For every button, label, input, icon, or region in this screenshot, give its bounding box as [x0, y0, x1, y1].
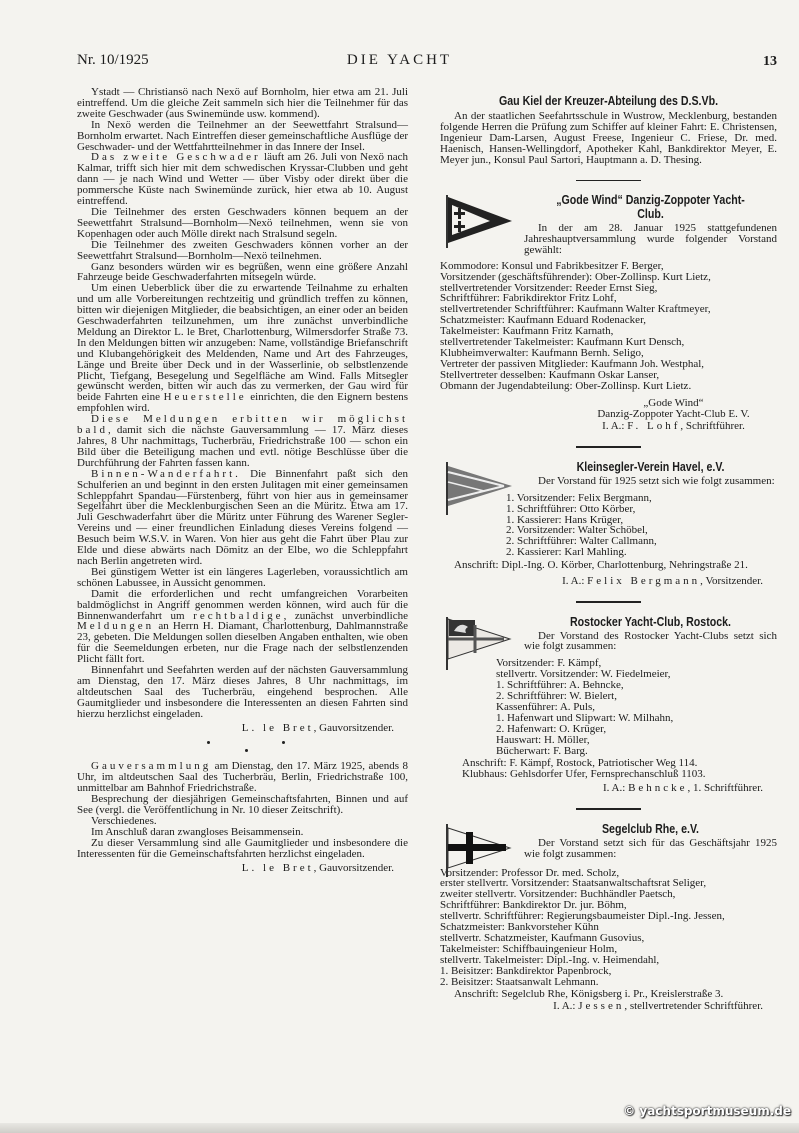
signature-name: Felix Bergmann	[587, 575, 701, 588]
paragraph	[77, 120, 408, 153]
divider	[576, 180, 641, 182]
board-member: 2. Vorsitzender: Walter Schöbel,	[506, 524, 648, 537]
paragraph	[77, 207, 408, 240]
board-member: Schriftführer: Bankdirektor Dr. jur. Böhm,	[440, 899, 627, 912]
club-pennant-icon	[444, 822, 514, 877]
board-member: Vertreter der passiven Mitglieder: Kaufmann Joh. Westphal,	[440, 357, 705, 370]
signature-prefix: I. A.:	[603, 782, 629, 795]
signature	[77, 863, 408, 874]
paragraph	[77, 469, 408, 567]
board-member: stellvertr. Schatzmeister, Kaufmann Gusovius,	[440, 931, 645, 944]
address: Anschrift: Dipl.-Ing. O. Körber, Charlottenburg, Nehringstraße 21.	[454, 559, 748, 572]
board-member: Kommodore: Konsul und Fabrikbesitzer F. Berger,	[440, 259, 664, 272]
paragraph	[77, 589, 408, 665]
paragraph	[77, 761, 408, 794]
section-intro: In der am 28. Januar 1925 stattgefundenen Jahreshauptversammlung wurde folgender Vorstand gewählt:	[524, 222, 777, 256]
paragraph	[77, 567, 408, 589]
board-member: Vorsitzender: F. Kämpf,	[496, 657, 602, 670]
board-member: 2. Kassierer: Karl Mahling.	[506, 546, 627, 559]
section-rostocker-yacht-club	[440, 615, 777, 795]
paragraph	[77, 152, 408, 207]
section-gau-kiel	[440, 94, 777, 166]
board-member: 1. Beisitzer: Bankdirektor Papenbrock,	[440, 964, 612, 977]
board-member: 1. Vorsitzender: Felix Bergmann,	[506, 491, 652, 504]
paragraph	[77, 240, 408, 262]
article-body	[77, 87, 408, 720]
page-number: 13	[763, 54, 777, 69]
signature-name: L. le Bret	[241, 721, 314, 734]
board-member: Takelmeister: Schiffbauingenieur Holm,	[440, 942, 618, 955]
emphasized-text: Diese Meldungen erbitten wir möglichst bald	[77, 413, 408, 437]
board-member: zweiter stellvertr. Vorsitzender: Buchhändler Paetsch,	[440, 888, 676, 901]
club-name-line: „Gode Wind“	[643, 396, 704, 409]
section-title: Rostocker Yacht-Club, Rostock.	[570, 614, 731, 629]
club-pennant-icon	[444, 193, 514, 248]
signature-role: , Gauvorsitzender.	[313, 861, 394, 874]
section-separator-dots	[77, 737, 408, 757]
board-member: Stellvertreter desselben: Kaufmann Oskar Lanser,	[440, 368, 660, 381]
paragraph	[77, 262, 408, 284]
board-member: 1. Hafenwart und Slipwart: W. Milhahn,	[496, 711, 674, 724]
board-member: Hauswart: H. Möller,	[496, 733, 590, 746]
clubhouse-address: Klubhaus: Gehlsdorfer Ufer, Fernsprechanschluß 1103.	[462, 768, 706, 781]
section-intro: Der Vorstand setzt sich für das Geschäftsjahr 1925 wie folgt zusammen:	[524, 836, 777, 860]
emphasized-text: Heuerstelle	[163, 391, 247, 404]
emphasized-text: Gauversammlung	[91, 760, 212, 773]
section-title: Gau Kiel der Kreuzer-Abteilung des D.S.Vb.	[498, 94, 719, 108]
board-member: 2. Hafenwart: O. Krüger,	[496, 722, 607, 735]
board-list	[496, 658, 777, 756]
signature-role: , Schriftführer.	[680, 420, 745, 433]
signature-prefix: I. A.:	[562, 575, 588, 588]
board-member: Schatzmeister: Bankvorsteher Kühn	[440, 921, 599, 934]
emphasized-text: rechtbaldige	[193, 609, 284, 622]
right-column	[440, 94, 777, 1012]
board-member: 2. Beisitzer: Staatsanwalt Lehmann.	[440, 975, 599, 988]
board-member: Schatzmeister: Kaufmann Eduard Rodenacker,	[440, 314, 647, 327]
paragraph	[77, 665, 408, 720]
emphasized-text: Meldungen	[77, 620, 155, 633]
section-title: Kleinsegler-Verein Havel, e.V.	[576, 459, 725, 474]
section-text: An der staatlichen Seefahrtsschule in Wustrow, Mecklenburg, bestanden folgende Herren die Prüfung zum Schiffer auf kleiner Fahrt: E. Christensen, Ingenieur Dam-Larsen, August Freese, Ingenieur C. Friese, Dr. med. Haenisch, Hansen-Wellingdorf, Apotheker Kahl, Bankdirektor Meyer, E. Meyer jun., Konsul Paul Sartori, Hauptmann a. D. Thesing.	[440, 110, 777, 166]
section-intro: Der Vorstand für 1925 setzt sich wie folgt zusammen:	[538, 474, 775, 487]
club-name-line: Danzig-Zoppoter Yacht-Club E. V.	[597, 407, 750, 420]
signature-prefix: I. A.:	[602, 420, 628, 433]
board-list	[440, 261, 777, 392]
club-pennant-icon	[444, 615, 514, 670]
board-member: 1. Schriftführer: Otto Körber,	[506, 502, 636, 515]
board-member: 1. Kassierer: Hans Krüger,	[506, 513, 624, 526]
board-member: stellvertretender Schriftführer: Kaufmann Walter Kraftmeyer,	[440, 303, 711, 316]
signature	[77, 723, 408, 734]
text-segment: Besprechung der diesjährigen Gemeinschaftsfahrten, Binnen und auf See (vergl. die Veröffentlichung in Nr. 10 dieser Zeitschrift).	[77, 793, 408, 817]
divider	[576, 601, 641, 603]
text-segment: , zunächst unverbindliche	[283, 609, 408, 622]
text-segment: Ystadt — Christiansö nach Nexö auf Bornholm, hier etwa am 21. Juli eintreffend. Um die gleiche Zeit sammeln sich hier die Teilnehmer für das zweite Geschwader (aus Swinemünde usw. kommend).	[77, 86, 408, 120]
signature-name: Behncke	[628, 782, 688, 795]
board-member: Bücherwart: F. Barg.	[496, 744, 588, 757]
signature-name: Jessen	[578, 1000, 625, 1013]
signature	[570, 421, 777, 432]
left-column	[77, 87, 408, 874]
paragraph	[77, 838, 408, 860]
divider	[576, 808, 641, 810]
meeting-notice	[77, 761, 408, 859]
board-member: Klubheimverwalter: Kaufmann Bernh. Seligo,	[440, 347, 644, 359]
board-member: erster stellvertr. Vorsitzender: Staatsanwaltschaftsrat Seliger,	[440, 877, 707, 890]
section-kleinsegler-havel	[440, 460, 777, 587]
divider	[576, 446, 641, 448]
address: Anschrift: F. Kämpf, Rostock, Patriotischer Weg 114.	[462, 757, 698, 770]
signature	[440, 576, 777, 587]
section-intro: Der Vorstand des Rostocker Yacht-Clubs setzt sich wie folgt zusammen:	[524, 629, 777, 653]
section-title: „Gode Wind“ Danzig-Zoppoter Yacht-Club.	[556, 193, 745, 222]
section-gode-wind	[440, 193, 777, 432]
club-pennant-icon	[444, 460, 514, 515]
signature-role: , Gauvorsitzender.	[313, 721, 394, 734]
text-segment: Verschiedenes.	[91, 815, 157, 827]
text-segment: an Herrn H. Diamant, Charlottenburg, Dahlmannstraße 23, gebeten. Die Meldungen sollen dieselben Angaben enthalten, wie oben für die Seemeldungen erbeten, nur die Frage nach der selbstlenzenden Plicht fällt fort.	[77, 620, 408, 666]
board-member: Vorsitzender (geschäftsführender): Ober-Zollinsp. Kurt Lietz,	[440, 270, 711, 283]
text-segment: Zu dieser Versammlung sind alle Gaumitglieder und insbesondere die Interessenten für die Gemeinschaftsfahrten herzlichst eingeladen.	[77, 836, 408, 860]
signature-prefix: I. A.:	[553, 1000, 579, 1013]
text-segment: Ganz besonders würden wir es begrüßen, wenn eine größere Anzahl Fahrzeuge beide Geschwaderfahrten mitsegeln würde.	[77, 260, 408, 284]
emphasized-text: Das zweite Geschwader	[91, 151, 261, 164]
board-member: Schriftführer: Fabrikdirektor Fritz Lohf,	[440, 292, 617, 305]
journal-title: DIE YACHT	[346, 52, 453, 68]
text-segment: Bei günstigem Wetter ist ein längeres Lagerleben, voraussichtlich am schönen Labussee, in Aussicht genommen.	[77, 565, 408, 589]
signature	[440, 783, 777, 794]
text-segment: Um einen Ueberblick über die zu erwartende Teilnahme zu erhalten und um alle Vorbereitungen rechtzeitig und gründlich treffen zu können, bitten wir diejenigen Mitglieder, die beabsichtigen, an einer oder an beiden Geschwaderfahrten teilzunehmen, um ihre zunächst unverbindliche Meldung an Direktor L. le Bret, Charlottenburg, Wilmersdorfer Straße 73. In den Meldungen bitten wir anzugeben: Name, vollständige Briefanschrift und Klubangehörigkeit des Meldenden, Name und Art des Fahrzeuges, Länge und Breite über Deck und in der Wasserlinie, ob selbstlenzende Plicht, Tiefgang, Besegelung und Segelfläche am Wind. Falls Mitsegler gewünscht werden, bitten wir auch das zu vermerken, der Gau wird für beide Fahrten eine	[77, 282, 408, 404]
board-list	[506, 493, 777, 558]
text-segment: Im Anschluß daran zwangloses Beisammensein.	[91, 825, 304, 838]
text-segment: In Nexö werden die Teilnehmer an der Seewettfahrt Stralsund—Bornholm erwartet. Nach Eintreffen dieser gemeinschaftliche Ausflüge der Geschwader- und der Wettfahrtteilnehmer in das Innere der Insel.	[77, 118, 408, 153]
section-title: Segelclub Rhe, e.V.	[601, 821, 700, 836]
text-segment: einrichten, die den Eignern bestens empfohlen wird.	[77, 391, 408, 415]
issue-number: Nr. 10/1925	[77, 52, 149, 68]
signature-name: L. le Bret	[241, 861, 314, 874]
text-segment: Binnenfahrt und Seefahrten werden auf der nächsten Gauversammlung am Dienstag, den 17. März dieses Jahres, 8 Uhr nachmittags, im altdeutschen Saal des Tucherbräu, eingehend besprochen. Alle Gaumitglieder und insbesondere die Interessenten an diesen Fahrten sind hierzu herzlichst eingeladen.	[77, 664, 408, 720]
board-member: Takelmeister: Kaufmann Fritz Karnath,	[440, 325, 614, 338]
paragraph	[77, 87, 408, 120]
board-member: stellvertretender Takelmeister: Kaufmann Kurt Densch,	[440, 336, 685, 349]
board-member: 1. Schriftführer: A. Behncke,	[496, 679, 624, 692]
board-member: 2. Schriftführer: Walter Callmann,	[506, 535, 657, 548]
signature-role: , Vorsitzender.	[700, 575, 763, 588]
board-member: stellvertretender Vorsitzender: Reeder Ernst Sieg,	[440, 281, 658, 294]
board-member: Obmann der Jugendabteilung: Ober-Zollinsp. Kurt Lietz.	[440, 379, 692, 392]
board-member: Kassenführer: A. Puls,	[496, 700, 595, 713]
address: Anschrift: Segelclub Rhe, Königsberg i. Pr., Kreislerstraße 3.	[454, 988, 724, 1001]
text-segment: , damit sich die nächste Gauversammlung — 17. März dieses Jahres, 8 Uhr nachmittags, Tucherbräu, Friedrichstraße 100 — schon ein Bild über die Beteiligung machen und evtl. nötige Beschlüsse über die Durchführung der Fahrten fassen kann.	[77, 424, 408, 469]
signature	[440, 1001, 777, 1012]
signature-role: , stellvertretender Schriftführer.	[624, 1000, 763, 1013]
board-member: stellvertr. Vorsitzender: W. Fiedelmeier,	[496, 668, 671, 681]
emphasized-text: Binnen-Wanderfahrt.	[91, 467, 241, 480]
board-list	[440, 868, 777, 988]
signature-role: , 1. Schriftführer.	[687, 782, 763, 795]
board-member: Vorsitzender: Professor Dr. med. Scholz,	[440, 866, 620, 879]
paragraph	[77, 283, 408, 414]
board-member: 2. Schriftführer: W. Bielert,	[496, 690, 617, 703]
paragraph	[77, 794, 408, 816]
signature-name: F. Lohf	[627, 420, 681, 433]
text-segment: Die Binnenfahrt paßt sich den Schulferien an und beginnt in den ersten Julitagen mit einer gemeinsamen Schleppfahrt Spandau—Fürstenberg, führt von hier aus in gemeinsamer Segelfahrt über die Mecklenburgischen Seen an die Müritz. Etwa am 17. Juli Geschwaderfahrt über die Müritz unter Führung des Warener Segler-Vereins und — einer freundlichen Einladung dieses Vereins folgend — Besuch beim W.S.V. in Waren. Von hier aus geht die Fahrt über Plau zur Elde und diese abwärts nach Dömitz an der Elbe, wo die Schleppfahrt nach Berlin angetreten wird.	[77, 467, 408, 567]
club-name	[570, 398, 777, 433]
text-segment: Die Teilnehmer des ersten Geschwaders können bequem an der Seewettfahrt Stralsund—Bornholm—Nexö teilnehmen, wenn sie von Kopenhagen oder auch Mölle direkt nach Stralsund segeln.	[77, 205, 408, 240]
paragraph	[77, 414, 408, 469]
text-segment: am Dienstag, den 17. März 1925, abends 8 Uhr, im altdeutschen Saal des Tucherbräu, Berlin, Friedrichstraße 100, unmittelbar am Bahnhof Friedrichstraße.	[77, 760, 408, 795]
text-segment: Damit die erforderlichen und recht umfangreichen Vorarbeiten baldmöglichst in Angriff genommen werden können, wird auch für die Binnenwanderfahrt um	[77, 587, 408, 622]
watermark: © yachtsportmuseum.de	[623, 1104, 791, 1118]
page-edge	[0, 1123, 799, 1133]
text-segment: läuft am 26. Juli von Nexö nach Kalmar, trifft sich hier mit dem schwedischen Kryssar-Clubben und geht dann — je nach Wind und Wetter — über Visby oder direkt über die pommersche Küste nach Swinemünde zurück, hier etwa ab 10. August eintreffend.	[77, 151, 408, 208]
board-member: stellvertr. Schriftführer: Regierungsbaumeister Dipl.-Ing. Jessen,	[440, 910, 725, 923]
section-segelclub-rhe	[440, 822, 777, 1013]
text-segment: Die Teilnehmer des zweiten Geschwaders können vorher an der Seewettfahrt Stralsund—Bornholm—Nexö teilnehmen.	[77, 238, 408, 262]
board-member: stellvertr. Takelmeister: Dipl.-Ing. v. Heimendahl,	[440, 953, 660, 966]
